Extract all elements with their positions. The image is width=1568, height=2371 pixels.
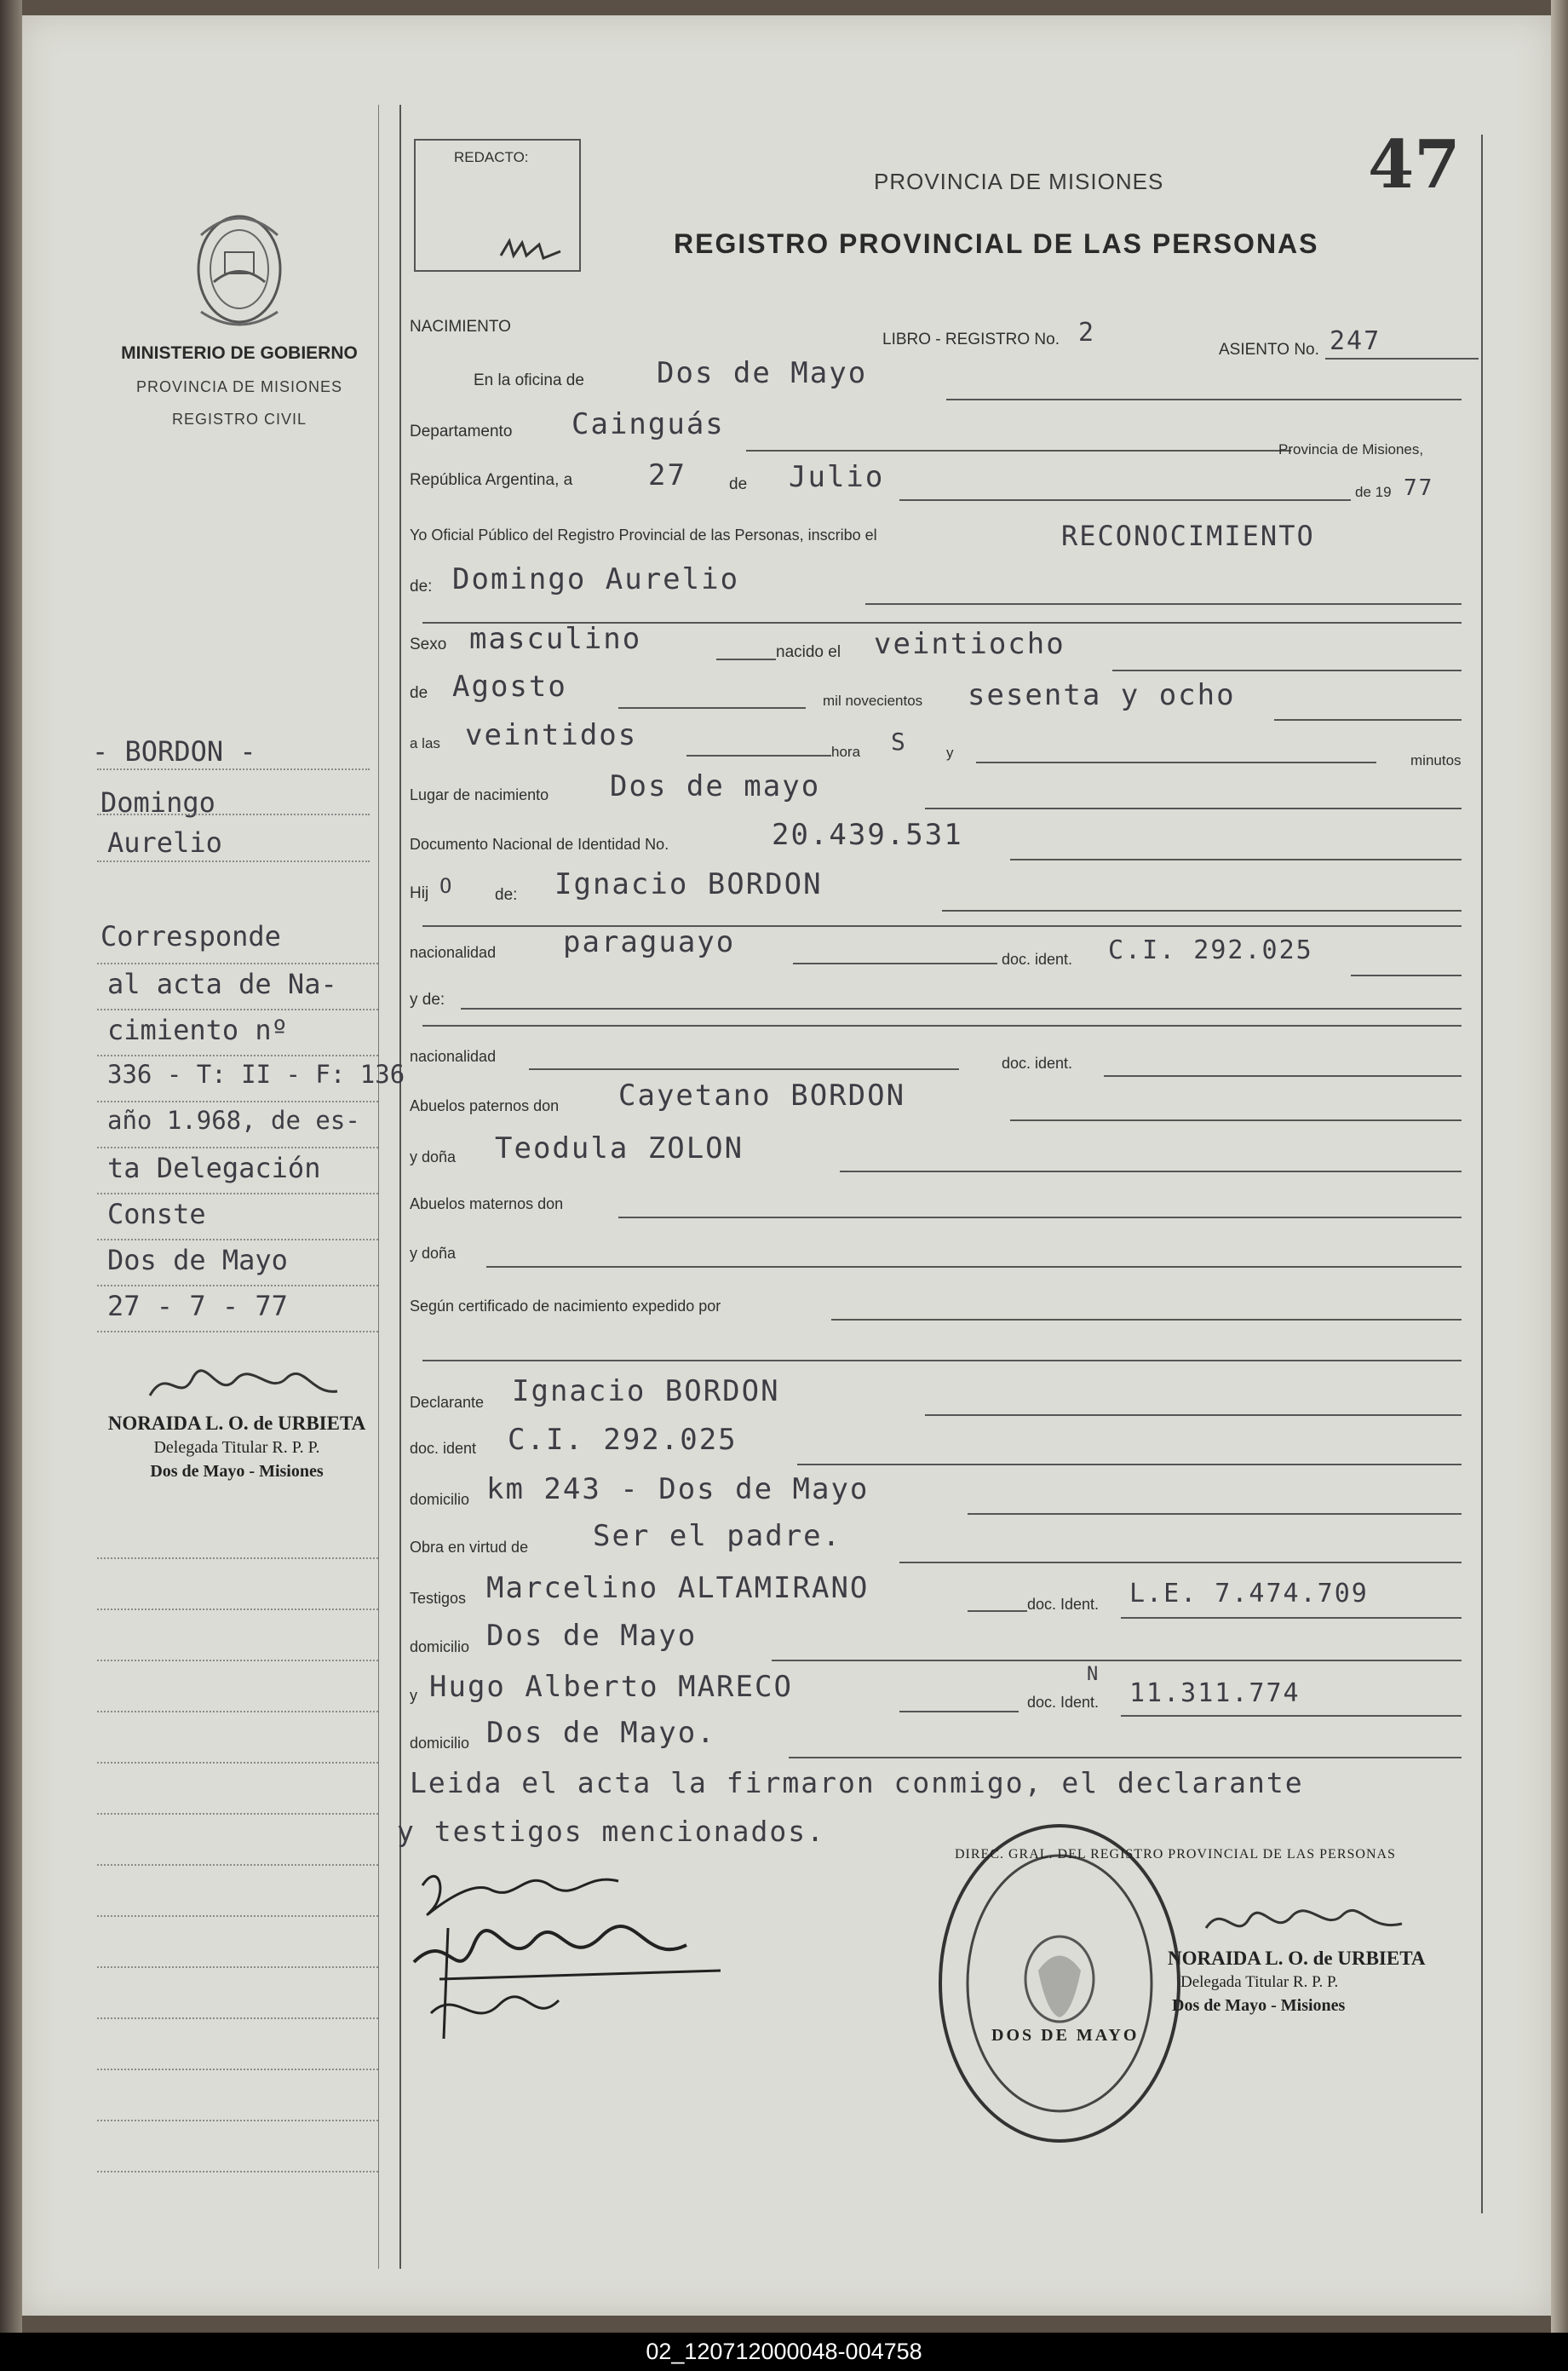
doc-ident2-label: doc. ident. — [1002, 1055, 1073, 1072]
book-binding-left — [0, 0, 22, 2371]
mil-label: mil novecientos — [823, 693, 923, 709]
nacionalidad-padre-value: paraguayo — [563, 925, 736, 959]
lugar-label: Lugar de nacimiento — [410, 786, 549, 803]
padre-line — [942, 910, 1462, 912]
de-year-label: de 19 — [1355, 484, 1392, 500]
acto-value: RECONOCIMIENTO — [1061, 520, 1315, 552]
obra-line — [899, 1562, 1462, 1563]
margin-rule — [97, 860, 370, 862]
nacionalidad2-line — [529, 1068, 959, 1070]
book-edge-right — [1551, 0, 1568, 2371]
registry-title: REGISTRO PROVINCIAL DE LAS PERSONAS — [674, 228, 1319, 259]
minutos-line — [976, 762, 1376, 763]
nacionalidad2-label: nacionalidad — [410, 1048, 497, 1065]
nacionalidad-label: nacionalidad — [410, 944, 497, 961]
margin-rule — [97, 1711, 378, 1712]
doc-padre-line — [1351, 975, 1462, 976]
domicilio-value: km 243 - Dos de Mayo — [486, 1472, 870, 1506]
margin-rule — [97, 1608, 378, 1610]
doc-padre-value: C.I. 292.025 — [1108, 935, 1313, 965]
abuela-paterna-line — [840, 1171, 1462, 1172]
abuelos-paternos-label: Abuelos paternos don — [410, 1097, 560, 1114]
declarante-label: Declarante — [410, 1394, 485, 1411]
margin-note-line: ta Delegación — [107, 1152, 321, 1184]
margin-note-line: Conste — [107, 1198, 206, 1230]
margin-rule — [97, 1331, 378, 1332]
dia-value: 27 — [648, 458, 686, 492]
republica-label: República Argentina, a — [410, 471, 573, 489]
alas-label: a las — [410, 735, 440, 751]
libro-value: 2 — [1078, 318, 1096, 348]
margin-rule — [97, 963, 378, 964]
abuelo-paterno-value: Cayetano BORDON — [618, 1079, 906, 1113]
de-label: de — [729, 475, 748, 493]
margin-stamp-place: Dos de Mayo - Misiones — [150, 1462, 324, 1481]
domicilio-t1-value: Dos de Mayo — [486, 1619, 698, 1653]
y-testigo2-label: y — [410, 1687, 417, 1704]
certificado-label: Según certificado de nacimiento expedido por — [410, 1298, 721, 1315]
margin-rule — [97, 1966, 378, 1968]
doc-ident2-line — [1104, 1075, 1462, 1077]
doc-ident-t2-label: doc. Ident. — [1027, 1694, 1100, 1711]
nacido-label: nacido el — [776, 643, 841, 661]
seal-inner-text: DOS DE MAYO — [991, 2026, 1140, 2045]
margin-divider-inner — [378, 105, 379, 2269]
doc-t2-line — [1121, 1715, 1462, 1717]
margin-rule — [97, 1101, 378, 1102]
domicilio-line — [968, 1513, 1462, 1515]
margin-rule — [97, 1915, 378, 1917]
margin-rule — [97, 1557, 378, 1559]
right-border — [1481, 135, 1483, 2213]
nacido-line — [1112, 670, 1462, 671]
asiento-line — [1325, 358, 1479, 360]
hora-value: veintidos — [465, 718, 638, 752]
margin-rule — [97, 1239, 378, 1240]
doc-t2-sup: N — [1087, 1664, 1100, 1685]
oficina-value: Dos de Mayo — [657, 356, 868, 390]
hora-label: hora — [831, 744, 861, 760]
margin-rule — [97, 1762, 378, 1764]
margin-rule — [97, 1055, 378, 1056]
oficial-label: Yo Oficial Público del Registro Provincial de las Personas, inscribo el — [410, 527, 877, 544]
officer-stamp-place: Dos de Mayo - Misiones — [1172, 1996, 1346, 2015]
departamento-line — [746, 450, 1291, 452]
y-label: y — [946, 745, 954, 761]
madre-line-2 — [422, 1025, 1462, 1027]
hijo-label: Hij — [410, 884, 429, 902]
testigo1-value: Marcelino ALTAMIRANO — [486, 1571, 870, 1605]
doc-decl-line — [797, 1464, 1462, 1465]
margin-note-line: Dos de Mayo — [107, 1244, 288, 1276]
register-page — [22, 15, 1551, 2316]
domicilio-t2-value: Dos de Mayo. — [486, 1716, 716, 1750]
margin-rule — [97, 814, 370, 815]
redacto-label: REDACTO: — [454, 149, 529, 165]
declarant-witness-signatures — [397, 1843, 738, 2047]
dni-label: Documento Nacional de Identidad No. — [410, 836, 669, 853]
year-value: 77 — [1404, 475, 1434, 501]
closing-line-2: y testigos mencionados. — [397, 1815, 825, 1848]
abuela-paterna-value: Teodula ZOLON — [495, 1131, 744, 1165]
doc-ident-t1-label: doc. Ident. — [1027, 1596, 1100, 1613]
margin-rule — [97, 1813, 378, 1815]
nacido-value: veintiocho — [874, 627, 1065, 661]
hora-s-value: S — [891, 728, 907, 756]
doc-ident-decl-label: doc. ident — [410, 1440, 477, 1457]
dni-line — [1010, 859, 1462, 860]
page-number: 47 — [1368, 126, 1461, 204]
de-mes-label: de — [410, 684, 428, 702]
abuela-materna-line — [486, 1266, 1462, 1268]
fecha-line — [899, 499, 1351, 501]
redacto-initials — [497, 234, 573, 268]
oficina-line — [946, 399, 1462, 400]
officer-stamp-role: Delegada Titular R. P. P. — [1180, 1973, 1339, 1991]
abuelo-paterno-line — [1010, 1119, 1462, 1121]
margin-note-line: 336 - T: II - F: 136 — [107, 1060, 405, 1089]
officer-stamp-name: NORAIDA L. O. de URBIETA — [1168, 1948, 1426, 1969]
ministry-name: MINISTERIO DE GOBIERNO — [121, 343, 358, 363]
domicilio-t2-line — [789, 1757, 1462, 1758]
oficina-label: En la oficina de — [474, 371, 584, 389]
margin-note-line: Corresponde — [101, 920, 281, 952]
margin-rule — [97, 2069, 378, 2070]
margin-rule — [97, 2171, 378, 2172]
officer-signature — [1198, 1898, 1419, 1949]
doc-ident-label: doc. ident. — [1002, 951, 1073, 968]
dni-value: 20.439.531 — [772, 818, 963, 852]
seal-outer-text: DIREC. GRAL. DEL REGISTRO PROVINCIAL DE LAS PERSONAS — [955, 1847, 1396, 1862]
anio-nac-value: sesenta y ocho — [968, 678, 1236, 712]
domicilio-label: domicilio — [410, 1491, 470, 1508]
departamento-label: Departamento — [410, 423, 513, 440]
nacionalidad-line — [793, 963, 997, 964]
testigos-label: Testigos — [410, 1590, 467, 1607]
sexo-label: Sexo — [410, 636, 447, 653]
margin-rule — [97, 2120, 378, 2121]
departamento-value: Cainguás — [571, 407, 725, 441]
obra-value: Ser el padre. — [593, 1519, 842, 1553]
lugar-value: Dos de mayo — [610, 769, 821, 803]
margin-rule — [97, 1009, 378, 1010]
margin-note-line: año 1.968, de es- — [107, 1106, 360, 1135]
declarante-value: Ignacio BORDON — [512, 1374, 780, 1408]
margin-surname: - BORDON - — [92, 735, 256, 768]
hijo-de-label: de: — [495, 886, 518, 904]
hora-line — [686, 755, 831, 757]
y-dona2-label: y doña — [410, 1245, 457, 1262]
margin-note-line: 27 - 7 - 77 — [107, 1290, 288, 1322]
closing-line-1: Leida el acta la firmaron conmigo, el declarante — [410, 1766, 1304, 1799]
margin-rule — [97, 1660, 378, 1661]
margin-second-name: Aurelio — [107, 826, 222, 859]
margin-stamp-role: Delegada Titular R. P. P. — [153, 1438, 320, 1457]
ministry-office: REGISTRO CIVIL — [171, 411, 307, 428]
margin-stamp-name: NORAIDA L. O. de URBIETA — [107, 1413, 366, 1434]
mes-value: Julio — [789, 460, 885, 494]
hijo-suffix: O — [439, 874, 454, 898]
coat-of-arms-icon — [184, 201, 295, 337]
certificado-line-2 — [422, 1360, 1462, 1361]
nacimiento-label: NACIMIENTO — [410, 318, 511, 336]
y-dona-label: y doña — [410, 1148, 457, 1165]
margin-rule — [97, 768, 370, 770]
margin-rule — [97, 1285, 378, 1286]
madre-line — [461, 1008, 1462, 1010]
mes-nac-line — [618, 707, 806, 709]
padre-value: Ignacio BORDON — [554, 867, 823, 901]
minutos-label: minutos — [1410, 752, 1462, 768]
doc-t2-value: 11.311.774 — [1129, 1678, 1301, 1708]
asiento-label: ASIENTO No. — [1219, 341, 1319, 359]
domicilio-t1-line — [772, 1660, 1462, 1661]
province-header: PROVINCIA DE MISIONES — [874, 169, 1164, 194]
provincia-label: Provincia de Misiones, — [1278, 441, 1424, 458]
testigo1-line — [968, 1610, 1027, 1612]
abuelos-maternos-label: Abuelos maternos don — [410, 1195, 564, 1212]
doc-t1-value: L.E. 7.474.709 — [1129, 1579, 1369, 1608]
testigo2-value: Hugo Alberto MARECO — [429, 1670, 793, 1704]
de-nombre-label: de: — [410, 578, 433, 596]
libro-label: LIBRO - REGISTRO No. — [882, 331, 1060, 348]
margin-first-name: Domingo — [101, 786, 215, 819]
margin-note-line: al acta de Na- — [107, 968, 337, 1000]
margin-signature — [141, 1361, 346, 1413]
sexo-value: masculino — [469, 622, 642, 656]
margin-rule — [97, 1147, 378, 1148]
nombre-line — [865, 603, 1462, 605]
y-de-label: y de: — [410, 991, 445, 1009]
domicilio-t2-label: domicilio — [410, 1735, 470, 1752]
nombre-value: Domingo Aurelio — [452, 562, 740, 596]
ministry-province: PROVINCIA DE MISIONES — [135, 378, 343, 395]
image-id-footer: 02_120712000048-004758 — [0, 2333, 1568, 2371]
redacto-box — [414, 139, 581, 272]
abuelo-materno-line — [618, 1217, 1462, 1218]
mes-nac-value: Agosto — [452, 670, 567, 704]
asiento-value: 247 — [1330, 326, 1381, 356]
declarante-line — [925, 1414, 1462, 1416]
margin-rule — [97, 1193, 378, 1194]
obra-label: Obra en virtud de — [410, 1539, 529, 1556]
doc-t1-line — [1121, 1617, 1462, 1619]
sexo-line — [716, 659, 776, 660]
domicilio-t1-label: domicilio — [410, 1638, 470, 1655]
margin-note-line: cimiento nº — [107, 1014, 288, 1046]
certificado-line — [831, 1319, 1462, 1321]
lugar-line — [925, 808, 1462, 809]
margin-rule — [97, 2017, 378, 2019]
testigo2-line — [899, 1711, 1019, 1712]
margin-rule — [97, 1864, 378, 1866]
anio-nac-line — [1274, 719, 1462, 721]
doc-decl-value: C.I. 292.025 — [508, 1423, 738, 1457]
